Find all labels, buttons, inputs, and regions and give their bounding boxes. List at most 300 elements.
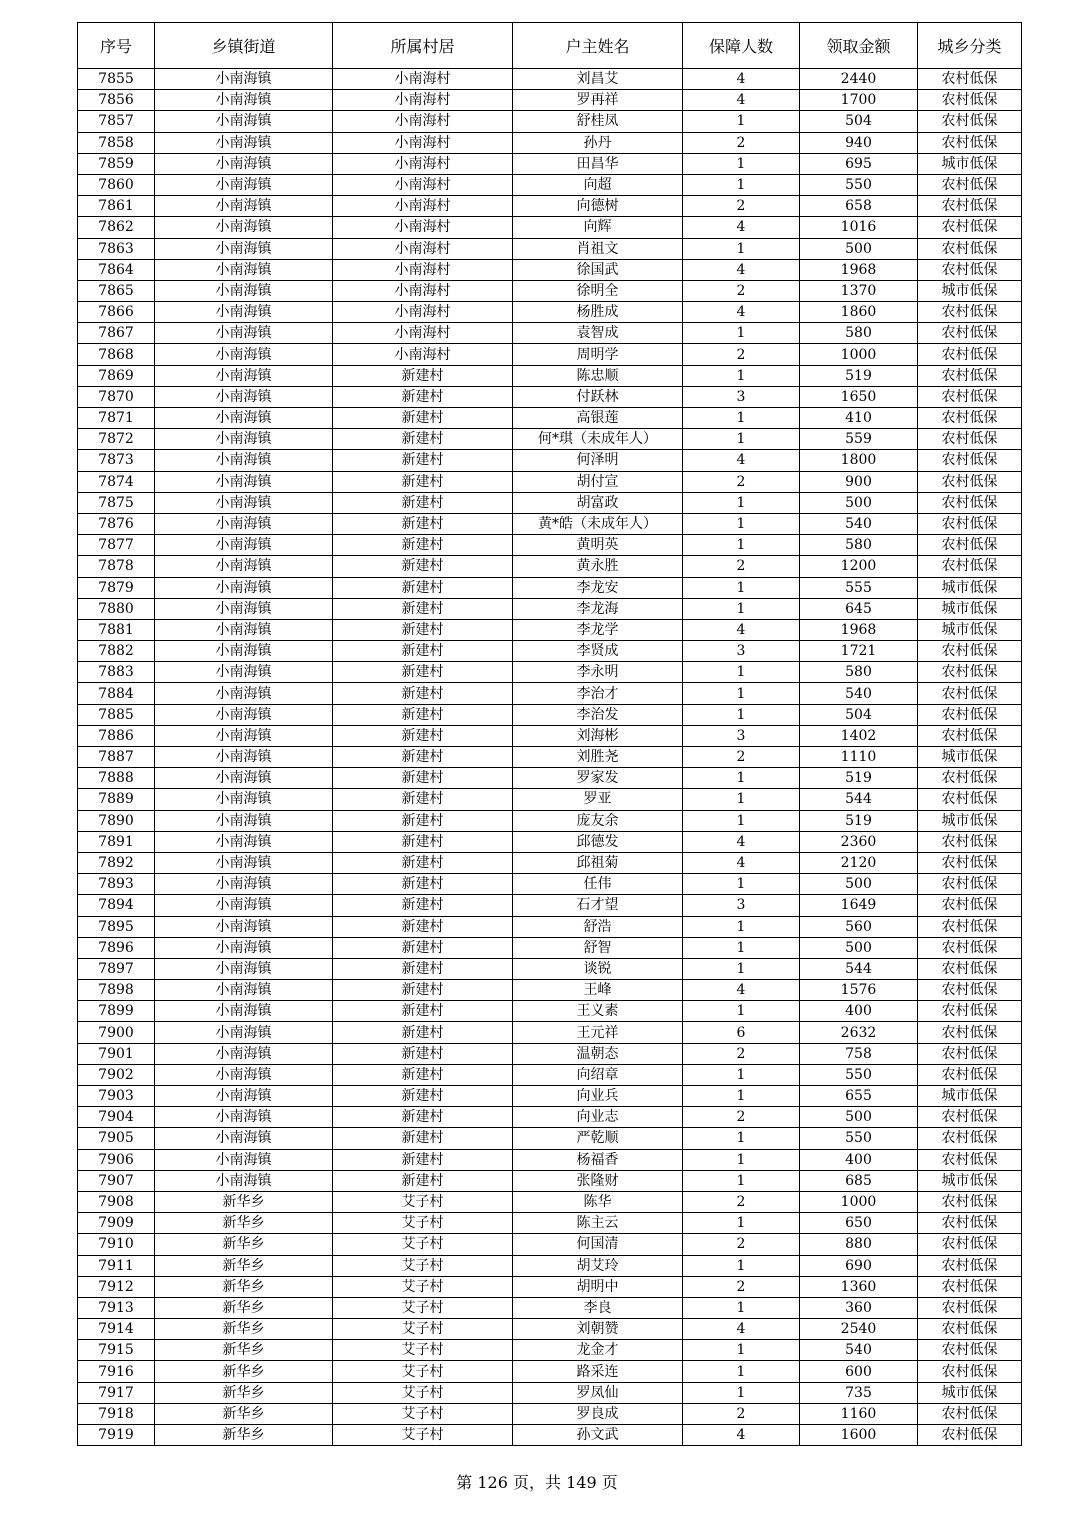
cell-village: 新建村 (333, 535, 513, 556)
cell-covered-persons: 4 (683, 217, 800, 238)
cell-village: 新建村 (333, 895, 513, 916)
cell-town: 小南海镇 (155, 323, 333, 344)
cell-amount: 519 (800, 768, 918, 789)
cell-category: 农村低保 (918, 1403, 1022, 1424)
table-row (78, 1191, 1022, 1212)
cell-serial-number: 7907 (78, 1170, 155, 1191)
cell-village: 艾子村 (333, 1361, 513, 1382)
cell-category: 农村低保 (918, 1276, 1022, 1297)
cell-village: 艾子村 (333, 1297, 513, 1318)
cell-serial-number: 7870 (78, 386, 155, 407)
cell-category: 农村低保 (918, 535, 1022, 556)
cell-covered-persons: 1 (683, 1361, 800, 1382)
cell-category: 农村低保 (918, 704, 1022, 725)
cell-village: 新建村 (333, 704, 513, 725)
cell-town: 小南海镇 (155, 810, 333, 831)
cell-serial-number: 7860 (78, 174, 155, 195)
cell-category: 农村低保 (918, 1255, 1022, 1276)
cell-household-head: 徐明全 (513, 280, 683, 301)
cell-town: 小南海镇 (155, 980, 333, 1001)
cell-covered-persons: 2 (683, 1107, 800, 1128)
cell-town: 小南海镇 (155, 1107, 333, 1128)
cell-village: 艾子村 (333, 1213, 513, 1234)
cell-amount: 1650 (800, 386, 918, 407)
header-amount: 领取金额 (800, 23, 918, 69)
cell-category: 农村低保 (918, 1128, 1022, 1149)
cell-serial-number: 7879 (78, 577, 155, 598)
cell-household-head: 谈锐 (513, 958, 683, 979)
table-row (78, 429, 1022, 450)
cell-covered-persons: 1 (683, 365, 800, 386)
cell-household-head: 向超 (513, 174, 683, 195)
cell-covered-persons: 2 (683, 1403, 800, 1424)
cell-serial-number: 7855 (78, 69, 155, 90)
cell-village: 小南海村 (333, 153, 513, 174)
table-row (78, 768, 1022, 789)
cell-category: 农村低保 (918, 323, 1022, 344)
cell-village: 小南海村 (333, 90, 513, 111)
cell-town: 小南海镇 (155, 344, 333, 365)
cell-village: 艾子村 (333, 1276, 513, 1297)
cell-category: 城市低保 (918, 1170, 1022, 1191)
cell-amount: 1000 (800, 1191, 918, 1212)
cell-covered-persons: 1 (683, 789, 800, 810)
table-row (78, 598, 1022, 619)
cell-covered-persons: 4 (683, 852, 800, 873)
cell-household-head: 刘胜尧 (513, 747, 683, 768)
cell-town: 新华乡 (155, 1191, 333, 1212)
cell-village: 新建村 (333, 450, 513, 471)
cell-covered-persons: 4 (683, 259, 800, 280)
cell-household-head: 李贤成 (513, 641, 683, 662)
cell-serial-number: 7904 (78, 1107, 155, 1128)
cell-category: 农村低保 (918, 513, 1022, 534)
cell-amount: 940 (800, 132, 918, 153)
cell-town: 小南海镇 (155, 937, 333, 958)
cell-covered-persons: 2 (683, 1234, 800, 1255)
cell-category: 农村低保 (918, 238, 1022, 259)
table-row (78, 874, 1022, 895)
cell-amount: 2360 (800, 831, 918, 852)
table-row (78, 132, 1022, 153)
cell-amount: 400 (800, 1001, 918, 1022)
table-row (78, 1425, 1022, 1446)
cell-covered-persons: 1 (683, 704, 800, 725)
cell-serial-number: 7885 (78, 704, 155, 725)
cell-village: 新建村 (333, 1128, 513, 1149)
cell-household-head: 田昌华 (513, 153, 683, 174)
cell-category: 农村低保 (918, 641, 1022, 662)
cell-village: 新建村 (333, 1149, 513, 1170)
cell-covered-persons: 4 (683, 1425, 800, 1446)
cell-serial-number: 7863 (78, 238, 155, 259)
cell-household-head: 王峰 (513, 980, 683, 1001)
cell-serial-number: 7878 (78, 556, 155, 577)
cell-village: 小南海村 (333, 174, 513, 195)
cell-category: 城市低保 (918, 1382, 1022, 1403)
cell-amount: 1360 (800, 1276, 918, 1297)
table-row (78, 747, 1022, 768)
table-row (78, 1128, 1022, 1149)
cell-covered-persons: 2 (683, 1276, 800, 1297)
cell-town: 新华乡 (155, 1255, 333, 1276)
table-row (78, 810, 1022, 831)
cell-village: 新建村 (333, 577, 513, 598)
cell-category: 农村低保 (918, 1107, 1022, 1128)
cell-amount: 540 (800, 1340, 918, 1361)
cell-category: 农村低保 (918, 111, 1022, 132)
cell-town: 小南海镇 (155, 958, 333, 979)
cell-household-head: 孙文武 (513, 1425, 683, 1446)
cell-category: 城市低保 (918, 747, 1022, 768)
cell-covered-persons: 1 (683, 238, 800, 259)
cell-covered-persons: 4 (683, 1319, 800, 1340)
cell-category: 农村低保 (918, 789, 1022, 810)
cell-covered-persons: 1 (683, 1340, 800, 1361)
cell-covered-persons: 1 (683, 153, 800, 174)
cell-household-head: 何泽明 (513, 450, 683, 471)
cell-village: 新建村 (333, 556, 513, 577)
cell-town: 小南海镇 (155, 408, 333, 429)
cell-serial-number: 7884 (78, 683, 155, 704)
cell-town: 小南海镇 (155, 302, 333, 323)
cell-village: 新建村 (333, 958, 513, 979)
cell-serial-number: 7888 (78, 768, 155, 789)
table-row (78, 916, 1022, 937)
table-row (78, 280, 1022, 301)
cell-town: 小南海镇 (155, 747, 333, 768)
cell-town: 小南海镇 (155, 852, 333, 873)
cell-town: 小南海镇 (155, 153, 333, 174)
cell-amount: 540 (800, 683, 918, 704)
cell-household-head: 李永明 (513, 662, 683, 683)
cell-serial-number: 7871 (78, 408, 155, 429)
table-row (78, 217, 1022, 238)
cell-covered-persons: 4 (683, 831, 800, 852)
cell-category: 农村低保 (918, 556, 1022, 577)
cell-category: 农村低保 (918, 980, 1022, 1001)
cell-category: 农村低保 (918, 1340, 1022, 1361)
cell-village: 新建村 (333, 810, 513, 831)
cell-household-head: 付跃林 (513, 386, 683, 407)
cell-amount: 695 (800, 153, 918, 174)
cell-household-head: 肖祖文 (513, 238, 683, 259)
cell-town: 小南海镇 (155, 874, 333, 895)
cell-village: 新建村 (333, 916, 513, 937)
cell-town: 小南海镇 (155, 704, 333, 725)
cell-town: 小南海镇 (155, 196, 333, 217)
cell-village: 新建村 (333, 1043, 513, 1064)
cell-village: 小南海村 (333, 344, 513, 365)
cell-amount: 504 (800, 111, 918, 132)
cell-serial-number: 7905 (78, 1128, 155, 1149)
cell-covered-persons: 1 (683, 662, 800, 683)
table-row (78, 704, 1022, 725)
cell-village: 新建村 (333, 471, 513, 492)
cell-village: 新建村 (333, 937, 513, 958)
cell-household-head: 向绍章 (513, 1064, 683, 1085)
cell-covered-persons: 1 (683, 1149, 800, 1170)
table-row (78, 980, 1022, 1001)
cell-category: 城市低保 (918, 577, 1022, 598)
table-row (78, 196, 1022, 217)
cell-town: 小南海镇 (155, 132, 333, 153)
cell-town: 小南海镇 (155, 577, 333, 598)
cell-town: 小南海镇 (155, 619, 333, 640)
table-row (78, 725, 1022, 746)
cell-category: 农村低保 (918, 1319, 1022, 1340)
cell-category: 农村低保 (918, 1361, 1022, 1382)
cell-household-head: 邱祖菊 (513, 852, 683, 873)
cell-covered-persons: 1 (683, 577, 800, 598)
cell-category: 农村低保 (918, 1297, 1022, 1318)
cell-amount: 1600 (800, 1425, 918, 1446)
cell-town: 小南海镇 (155, 1022, 333, 1043)
cell-household-head: 罗再祥 (513, 90, 683, 111)
cell-town: 新华乡 (155, 1213, 333, 1234)
cell-household-head: 何国清 (513, 1234, 683, 1255)
table-row (78, 958, 1022, 979)
cell-household-head: 舒浩 (513, 916, 683, 937)
cell-village: 小南海村 (333, 238, 513, 259)
cell-covered-persons: 1 (683, 1297, 800, 1318)
cell-serial-number: 7861 (78, 196, 155, 217)
table-body (78, 69, 1022, 1446)
cell-town: 小南海镇 (155, 725, 333, 746)
table-row (78, 1403, 1022, 1424)
cell-covered-persons: 1 (683, 937, 800, 958)
cell-village: 新建村 (333, 619, 513, 640)
cell-category: 农村低保 (918, 1213, 1022, 1234)
header-serial-number: 序号 (78, 23, 155, 69)
cell-amount: 500 (800, 492, 918, 513)
cell-category: 农村低保 (918, 874, 1022, 895)
cell-village: 新建村 (333, 1086, 513, 1107)
cell-category: 农村低保 (918, 408, 1022, 429)
cell-village: 小南海村 (333, 69, 513, 90)
table-row (78, 535, 1022, 556)
cell-amount: 2632 (800, 1022, 918, 1043)
cell-covered-persons: 1 (683, 111, 800, 132)
cell-town: 新华乡 (155, 1319, 333, 1340)
cell-town: 新华乡 (155, 1425, 333, 1446)
cell-amount: 560 (800, 916, 918, 937)
cell-amount: 559 (800, 429, 918, 450)
cell-category: 城市低保 (918, 810, 1022, 831)
cell-covered-persons: 3 (683, 641, 800, 662)
table-row (78, 365, 1022, 386)
cell-village: 艾子村 (333, 1255, 513, 1276)
cell-household-head: 何*琪（未成年人） (513, 429, 683, 450)
cell-covered-persons: 1 (683, 1064, 800, 1085)
cell-serial-number: 7887 (78, 747, 155, 768)
cell-amount: 1576 (800, 980, 918, 1001)
cell-serial-number: 7889 (78, 789, 155, 810)
cell-category: 城市低保 (918, 619, 1022, 640)
header-covered-persons: 保障人数 (683, 23, 800, 69)
cell-amount: 1968 (800, 259, 918, 280)
cell-village: 新建村 (333, 1107, 513, 1128)
cell-town: 小南海镇 (155, 1001, 333, 1022)
table-row (78, 641, 1022, 662)
table-row (78, 386, 1022, 407)
cell-village: 艾子村 (333, 1191, 513, 1212)
table-row (78, 174, 1022, 195)
cell-amount: 645 (800, 598, 918, 619)
cell-town: 新华乡 (155, 1276, 333, 1297)
cell-amount: 1016 (800, 217, 918, 238)
cell-town: 小南海镇 (155, 556, 333, 577)
cell-amount: 880 (800, 1234, 918, 1255)
cell-household-head: 李龙海 (513, 598, 683, 619)
cell-town: 小南海镇 (155, 683, 333, 704)
cell-category: 农村低保 (918, 1001, 1022, 1022)
cell-covered-persons: 1 (683, 535, 800, 556)
cell-covered-persons: 1 (683, 1382, 800, 1403)
cell-household-head: 胡富政 (513, 492, 683, 513)
cell-town: 新华乡 (155, 1340, 333, 1361)
cell-covered-persons: 3 (683, 386, 800, 407)
cell-village: 新建村 (333, 492, 513, 513)
table-row (78, 1361, 1022, 1382)
cell-household-head: 温朝态 (513, 1043, 683, 1064)
table-row (78, 259, 1022, 280)
cell-household-head: 严乾顺 (513, 1128, 683, 1149)
cell-category: 农村低保 (918, 386, 1022, 407)
cell-village: 新建村 (333, 365, 513, 386)
table-row (78, 90, 1022, 111)
cell-category: 农村低保 (918, 365, 1022, 386)
cell-village: 新建村 (333, 1170, 513, 1191)
table-row (78, 1213, 1022, 1234)
cell-category: 农村低保 (918, 259, 1022, 280)
cell-village: 艾子村 (333, 1234, 513, 1255)
cell-serial-number: 7881 (78, 619, 155, 640)
header-town: 乡镇街道 (155, 23, 333, 69)
cell-village: 新建村 (333, 874, 513, 895)
cell-covered-persons: 1 (683, 1170, 800, 1191)
cell-amount: 500 (800, 937, 918, 958)
table-row (78, 1276, 1022, 1297)
cell-village: 艾子村 (333, 1382, 513, 1403)
cell-serial-number: 7918 (78, 1403, 155, 1424)
cell-town: 小南海镇 (155, 641, 333, 662)
cell-household-head: 黄*皓（未成年人） (513, 513, 683, 534)
header-household-head: 户主姓名 (513, 23, 683, 69)
cell-serial-number: 7893 (78, 874, 155, 895)
cell-amount: 685 (800, 1170, 918, 1191)
cell-household-head: 刘海彬 (513, 725, 683, 746)
cell-covered-persons: 3 (683, 725, 800, 746)
cell-town: 小南海镇 (155, 1064, 333, 1085)
cell-serial-number: 7866 (78, 302, 155, 323)
table-row (78, 471, 1022, 492)
cell-serial-number: 7886 (78, 725, 155, 746)
header-village: 所属村居 (333, 23, 513, 69)
cell-household-head: 徐国武 (513, 259, 683, 280)
table-row (78, 111, 1022, 132)
cell-covered-persons: 1 (683, 323, 800, 344)
cell-town: 小南海镇 (155, 217, 333, 238)
cell-town: 新华乡 (155, 1403, 333, 1424)
cell-amount: 580 (800, 662, 918, 683)
cell-household-head: 向业志 (513, 1107, 683, 1128)
table-row (78, 937, 1022, 958)
table-row (78, 895, 1022, 916)
cell-covered-persons: 4 (683, 980, 800, 1001)
cell-amount: 550 (800, 1128, 918, 1149)
cell-amount: 1700 (800, 90, 918, 111)
cell-town: 小南海镇 (155, 280, 333, 301)
cell-category: 农村低保 (918, 344, 1022, 365)
cell-amount: 1860 (800, 302, 918, 323)
cell-village: 小南海村 (333, 323, 513, 344)
cell-village: 小南海村 (333, 111, 513, 132)
cell-amount: 1370 (800, 280, 918, 301)
cell-village: 小南海村 (333, 132, 513, 153)
cell-serial-number: 7857 (78, 111, 155, 132)
cell-amount: 400 (800, 1149, 918, 1170)
cell-town: 小南海镇 (155, 471, 333, 492)
cell-household-head: 胡明中 (513, 1276, 683, 1297)
cell-amount: 519 (800, 810, 918, 831)
cell-amount: 544 (800, 958, 918, 979)
cell-covered-persons: 2 (683, 344, 800, 365)
cell-serial-number: 7869 (78, 365, 155, 386)
cell-household-head: 舒智 (513, 937, 683, 958)
cell-serial-number: 7895 (78, 916, 155, 937)
table-row (78, 1297, 1022, 1318)
cell-amount: 655 (800, 1086, 918, 1107)
table-row (78, 153, 1022, 174)
cell-village: 新建村 (333, 662, 513, 683)
cell-town: 小南海镇 (155, 492, 333, 513)
table-row (78, 1064, 1022, 1085)
cell-covered-persons: 1 (683, 1213, 800, 1234)
cell-amount: 580 (800, 535, 918, 556)
cell-amount: 500 (800, 874, 918, 895)
table-row (78, 1022, 1022, 1043)
cell-serial-number: 7896 (78, 937, 155, 958)
table-header (78, 23, 1022, 69)
cell-amount: 1160 (800, 1403, 918, 1424)
cell-household-head: 黄永胜 (513, 556, 683, 577)
cell-serial-number: 7901 (78, 1043, 155, 1064)
cell-serial-number: 7874 (78, 471, 155, 492)
cell-amount: 1968 (800, 619, 918, 640)
table-row (78, 302, 1022, 323)
cell-town: 小南海镇 (155, 365, 333, 386)
cell-amount: 580 (800, 323, 918, 344)
cell-covered-persons: 4 (683, 450, 800, 471)
cell-village: 艾子村 (333, 1425, 513, 1446)
cell-village: 新建村 (333, 789, 513, 810)
cell-town: 小南海镇 (155, 1086, 333, 1107)
cell-category: 农村低保 (918, 196, 1022, 217)
cell-household-head: 罗凤仙 (513, 1382, 683, 1403)
cell-household-head: 庞友余 (513, 810, 683, 831)
cell-household-head: 李龙学 (513, 619, 683, 640)
cell-amount: 410 (800, 408, 918, 429)
cell-serial-number: 7919 (78, 1425, 155, 1446)
cell-household-head: 高银莲 (513, 408, 683, 429)
cell-amount: 658 (800, 196, 918, 217)
table-row (78, 1001, 1022, 1022)
cell-covered-persons: 1 (683, 1001, 800, 1022)
cell-covered-persons: 1 (683, 174, 800, 195)
cell-town: 小南海镇 (155, 69, 333, 90)
cell-amount: 504 (800, 704, 918, 725)
